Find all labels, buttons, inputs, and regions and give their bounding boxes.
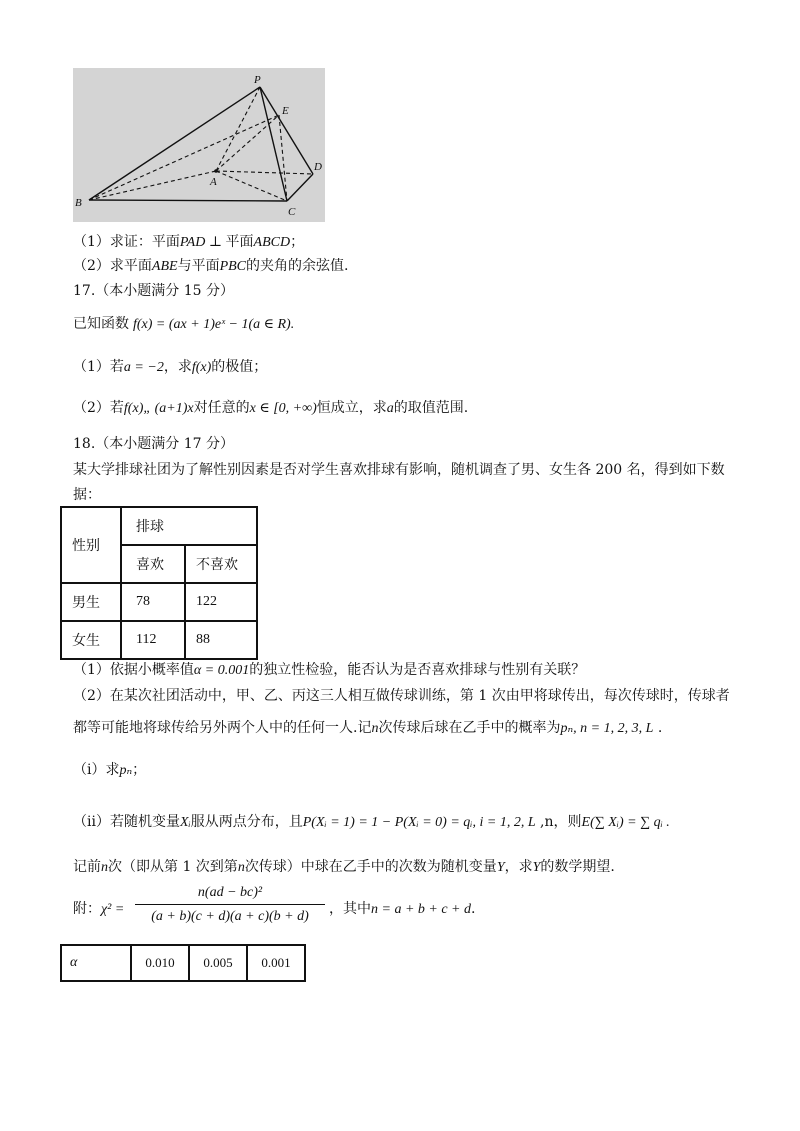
edge-EC (279, 115, 287, 201)
q18-sub-i: （i）求pₙ； (73, 762, 147, 778)
edge-AD (216, 171, 313, 174)
q17-part2: （2）若f(x)„ (a+1)x对任意的x ∈ [0, +∞)恒成立，求a的取值范围. (73, 400, 469, 416)
label-D: D (314, 161, 322, 173)
chi-numerator: n(ad − bc)² (197, 885, 263, 900)
q18-last-line: 记前n次（即从第 1 次到第n次传球）中球在乙手中的次数为随机变量Y，求Y的数学期望. (73, 859, 615, 875)
label-E: E (282, 105, 289, 117)
q17-intro: 已知函数 f(x) = (ax + 1)eˣ − 1(a ∈ R). (73, 316, 295, 332)
edge-BP (89, 87, 260, 200)
edge-BE (89, 115, 279, 200)
alpha-value: 0.010 (131, 945, 189, 981)
alpha-value: 0.005 (189, 945, 247, 981)
label-P: P (254, 74, 261, 86)
q18-part2-line1: （2）在某次社团活动中，甲、乙、丙这三人相互做传球训练，第 1 次由甲将球传出，每次传球时，传球者 (73, 688, 730, 704)
chi-lhs: χ² = (101, 902, 125, 917)
pyramid-figure (73, 68, 325, 222)
alpha-value: 0.001 (247, 945, 305, 981)
cell-dislike: 122 (185, 583, 257, 621)
alpha-header: α (61, 945, 131, 981)
table-row (61, 621, 257, 659)
cell-dislike: 88 (185, 621, 257, 659)
edge-BC (89, 200, 287, 201)
label-B: B (75, 197, 82, 209)
table-header-dislike: 不喜欢 (185, 545, 257, 583)
table-row (61, 583, 257, 621)
q18-intro-line1: 某大学排球社团为了解性别因素是否对学生喜欢排球有影响，随机调查了男、女生各 200 名，得到如下数 (73, 462, 725, 478)
edge-AE (216, 115, 279, 171)
alpha-table (60, 944, 306, 982)
q16-part1: （1）求证：平面PAD ⊥ 平面ABCD； (73, 234, 305, 250)
chi-fraction (135, 882, 325, 929)
chi-denominator: (a + b)(c + d)(a + c)(b + d) (151, 909, 309, 924)
cell-like: 78 (121, 583, 185, 621)
q18-part2-line2: 都等可能地将球传给另外两个人中的任何一人.记n次传球后球在乙手中的概率为pₙ, n = 1, 2, 3, L . (73, 720, 663, 736)
edge-CD (287, 174, 313, 201)
cell-like: 112 (121, 621, 185, 659)
edge-AP (216, 87, 260, 171)
q18-part1: （1）依据小概率值α = 0.001的独立性检验，能否认为是否喜欢排球与性别有关联？ (73, 662, 586, 678)
survey-table (60, 506, 258, 660)
row-label: 男生 (61, 583, 121, 621)
table-row (61, 945, 305, 981)
appendix-label: 附： (73, 901, 101, 917)
row-label: 女生 (61, 621, 121, 659)
label-C: C (288, 206, 296, 218)
pyramid-diagram (73, 68, 325, 222)
edge-PD (260, 87, 313, 174)
table-header-like: 喜欢 (121, 545, 185, 583)
table-header-gender: 性别 (61, 507, 121, 583)
table-header-volleyball: 排球 (121, 507, 257, 545)
label-A: A (210, 176, 217, 188)
q17-part1: （1）若a = −2，求f(x)的极值； (73, 359, 268, 375)
q16-part2: （2）求平面ABE与平面PBC的夹角的余弦值. (73, 258, 349, 274)
q18-header: 18.（本小题满分 17 分） (73, 436, 234, 452)
q18-intro-line2: 据： (73, 487, 101, 503)
q17-header: 17.（本小题满分 15 分） (73, 283, 234, 299)
edge-BA (89, 171, 216, 200)
edge-AC (216, 171, 287, 201)
q18-sub-ii: （ii）若随机变量Xᵢ服从两点分布，且P(Xᵢ = 1) = 1 − P(Xᵢ = 0) = qᵢ, i = 1, 2, L ,n，则E(∑ Xᵢ) = ∑ qᵢ . (73, 814, 670, 830)
q17-function: f(x) = (ax + 1)eˣ − 1(a ∈ R). (133, 317, 295, 332)
